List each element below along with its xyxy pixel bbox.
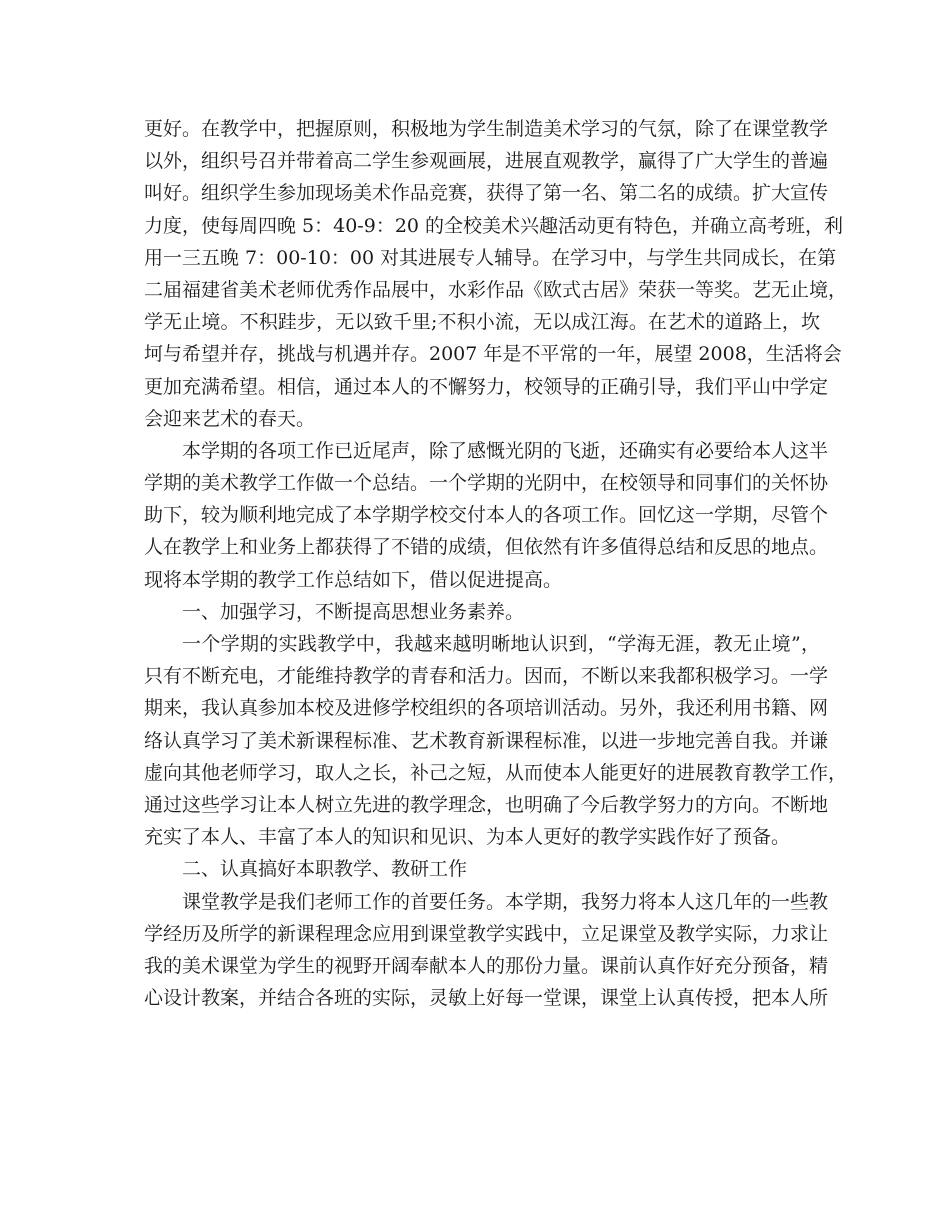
text-line: 一个学期的实践教学中，我越来越明晰地认识到，“学海无涯，教无止境”， <box>182 633 820 655</box>
text-line: 一、加强学习，不断提高思想业务素养。 <box>182 600 525 623</box>
text-line: 现将本学期的教学工作总结如下，借以促进提高。 <box>144 568 563 591</box>
text-line: 助下，较为顺利地完成了本学期学校交付本人的各项工作。回忆这一学期，尽管个 <box>144 504 829 527</box>
text-line: 只有不断充电，才能维持教学的青春和活力。因而，不断以来我都积极学习。一学 <box>144 665 829 688</box>
text-line: 我的美术课堂为学生的视野开阔奉献本人的那份力量。课前认真作好充分预备，精 <box>144 954 829 977</box>
text-line: 本学期的各项工作已近尾声，除了感慨光阴的飞逝，还确实有必要给本人这半 <box>182 439 829 462</box>
text-line: 学期的美术教学工作做一个总结。一个学期的光阴中，在校领导和同事们的关怀协 <box>144 472 829 495</box>
text-line: 更加充满希望。相信，通过本人的不懈努力，校领导的正确引导，我们平山中学定 <box>144 375 829 398</box>
text-line: 通过这些学习让本人树立先进的教学理念，也明确了今后教学努力的方向。不断地 <box>144 793 829 816</box>
text-line: 心设计教案，并结合各班的实际，灵敏上好每一堂课，课堂上认真传授，把本人所 <box>144 987 829 1010</box>
text-line: 会迎来艺术的春天。 <box>144 407 316 430</box>
text-line: 坷与希望并存，挑战与机遇并存。2007 年是不平常的一年，展望 2008，生活将会 <box>144 343 842 366</box>
text-line: 期来，我认真参加本校及进修学校组织的各项培训活动。另外，我还利用书籍、网 <box>144 697 829 720</box>
text-line: 二届福建省美术老师优秀作品展中，水彩作品《欧式古居》荣获一等奖。艺无止境， <box>144 278 848 301</box>
text-line: 学经历及所学的新课程理念应用到课堂教学实践中，立足课堂及教学实际，力求让 <box>144 922 829 945</box>
text-line: 络认真学习了美术新课程标准、艺术教育新课程标准，以进一步地完善自我。并谦 <box>144 729 829 752</box>
text-line: 课堂教学是我们老师工作的首要任务。本学期，我努力将本人这几年的一些教 <box>182 890 829 913</box>
text-line: 用一三五晚 7：00-10：00 对其进展专人辅导。在学习中，与学生共同成长，在第 <box>144 246 837 269</box>
text-line: 人在教学上和业务上都获得了不错的成绩，但依然有许多值得总结和反思的地点。 <box>144 536 829 559</box>
document-page <box>144 113 848 1014</box>
text-line: 充实了本人、丰富了本人的知识和见识、为本人更好的教学实践作好了预备。 <box>144 826 791 849</box>
text-line: 虚向其他老师学习，取人之长，补己之短，从而使本人能更好的进展教育教学工作， <box>144 761 848 784</box>
text-line: 学无止境。不积跬步，无以致千里;不积小流，无以成江海。在艺术的道路上，坎 <box>144 311 820 334</box>
text-line: 以外，组织号召并带着高二学生参观画展，进展直观教学，赢得了广大学生的普遍 <box>144 150 829 173</box>
text-line: 叫好。组织学生参加现场美术作品竞赛，获得了第一名、第二名的成绩。扩大宣传 <box>144 182 829 205</box>
text-line: 二、认真搞好本职教学、教研工作 <box>182 858 468 881</box>
text-line: 更好。在教学中，把握原则，积极地为学生制造美术学习的气氛，除了在课堂教学 <box>144 118 829 140</box>
text-line: 力度，使每周四晚 5：40-9：20 的全校美术兴趣活动更有特色，并确立高考班，利 <box>144 214 844 237</box>
